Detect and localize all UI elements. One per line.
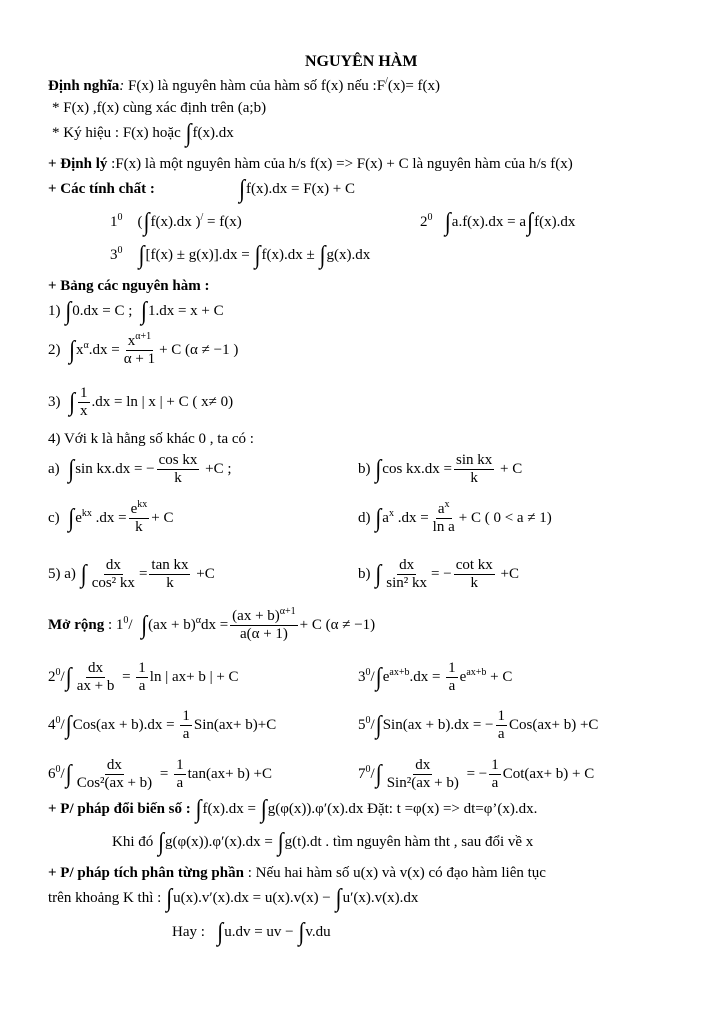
parts-3-pre: Hay :	[172, 924, 205, 940]
integral-sign: ∫	[141, 609, 148, 639]
notation-label: * Ký hiệu : F(x) hoặc	[52, 125, 181, 141]
formula-f-den: sin² kx	[386, 575, 428, 591]
ext-4-index: 4	[48, 716, 56, 733]
ext-1-tail: + C (α ≠ −1)	[299, 616, 376, 633]
formula-d-num: a	[437, 501, 445, 517]
extension-6	[48, 757, 272, 792]
theorem-line	[48, 155, 573, 173]
ext-1-index: : 1	[104, 616, 124, 633]
table-row-1	[48, 296, 224, 325]
ext-5-sup: 0	[365, 714, 371, 726]
ext-4-sup: 0	[55, 714, 61, 726]
row-1-b: 1.dx = x + C	[147, 303, 224, 319]
integral-sign: ∫	[185, 118, 192, 147]
formula-b	[358, 452, 522, 487]
row-2-tail: + C (α ≠ −1 )	[159, 341, 239, 358]
substitution-a: f(x).dx =	[202, 801, 260, 817]
ext-1-den: a(α + 1)	[239, 626, 288, 642]
integral-sign: ∫	[527, 207, 534, 236]
property-3-sup: 0	[117, 245, 123, 256]
formula-f	[358, 557, 519, 592]
property-2-rhs: f(x).dx	[534, 214, 576, 230]
formula-a	[48, 452, 232, 487]
row-3-den: x	[80, 403, 88, 419]
integral-sign: ∫	[65, 758, 72, 788]
integral-sign: ∫	[65, 661, 72, 691]
parts-line-3	[172, 917, 331, 946]
substitution-2-b: g(t).dt . tìm nguyên hàm tht , sau đổi về x	[284, 834, 534, 850]
ext-3-den2: a	[448, 678, 456, 694]
formula-a-index: a)	[48, 460, 60, 477]
integral-sign: ∫	[65, 709, 72, 739]
ext-2-fraction	[75, 660, 117, 695]
integral-sign: ∫	[69, 386, 76, 416]
property-3-num: 3	[110, 247, 118, 263]
ext-1-lhs: (ax + b)	[148, 616, 196, 633]
formula-c-tail: + C	[151, 509, 174, 526]
formula-e-num2: tan kx	[151, 557, 189, 573]
parts-3-a: u.dv = uv −	[224, 924, 298, 940]
formula-d-num-sup: x	[444, 499, 450, 510]
parts-2-b: u′(x).v(x).dx	[342, 890, 419, 906]
ext-3-exp: ax+b	[389, 666, 410, 678]
property-1-paren: (	[137, 214, 143, 230]
parts-text: : Nếu hai hàm số u(x) và v(x) có đạo hàm liên tục	[243, 865, 546, 881]
ext-7-slash: /	[370, 765, 375, 782]
property-1-expr: f(x).dx )	[150, 214, 201, 230]
row-1-a: 0.dx = C ;	[72, 303, 133, 319]
formula-f-fraction-2	[454, 557, 495, 592]
integral-sign: ∫	[319, 240, 326, 269]
integral-sign: ∫	[298, 917, 305, 946]
ext-3-index: 3	[358, 668, 366, 685]
formula-d-fraction	[431, 501, 457, 536]
property-main-expr: f(x).dx = F(x) + C	[246, 181, 356, 197]
row-2-dx: .dx =	[88, 341, 120, 358]
table-label: + Bảng các nguyên hàm :	[48, 278, 210, 294]
row-2-alpha: α	[83, 339, 89, 351]
ext-2-fraction-2	[136, 660, 148, 695]
table-row-4: 4) Với k là hằng số khác 0 , ta có :	[48, 431, 254, 447]
formula-d-tail: + C ( 0 < a ≠ 1)	[458, 509, 552, 526]
ext-1-sup: 0	[123, 614, 129, 626]
ext-3-slash: /	[370, 668, 375, 685]
integral-sign: ∫	[68, 453, 75, 483]
substitution-c: Đặt: t =φ(x) => dt=φ’(x).dx.	[363, 801, 538, 817]
ext-3-sup: 0	[365, 666, 371, 678]
ext-2-num: dx	[88, 660, 104, 676]
formula-e-den2: k	[166, 575, 174, 591]
formula-b-lhs: cos kx.dx =	[382, 460, 452, 477]
ext-5-fraction	[496, 708, 508, 743]
extension-5	[358, 708, 598, 743]
integral-sign: ∫	[217, 917, 224, 946]
property-2	[420, 207, 576, 236]
property-1-prime: /	[200, 212, 204, 223]
ext-4-tail: Sin(ax+ b)+C	[193, 716, 277, 733]
ext-6-num2: 1	[176, 757, 184, 773]
ext-1-num: (ax + b)	[232, 608, 280, 624]
substitution-line-2	[112, 827, 534, 856]
integral-sign: ∫	[375, 709, 382, 739]
parts-line-2	[48, 883, 419, 912]
formula-f-den2: k	[470, 575, 478, 591]
row-1-index: 1)	[48, 303, 61, 319]
formula-f-tail: +C	[496, 565, 520, 582]
row-2-num-sup: α+1	[135, 331, 152, 342]
extension-label: Mở rộng	[48, 616, 105, 633]
extension-7	[358, 757, 594, 792]
integral-sign: ∫	[158, 827, 165, 856]
definition-text: F(x) là nguyên hàm của hàm số f(x) nếu :F	[124, 78, 386, 94]
ext-6-fraction	[75, 757, 154, 792]
properties-label-text: + Các tính chất :	[48, 181, 155, 197]
ext-6-den2: a	[176, 775, 184, 791]
ext-2-tail: ln | ax+ b | + C	[149, 668, 239, 685]
property-3	[110, 240, 371, 269]
table-row-3	[48, 385, 233, 420]
formula-c-sup: kx	[81, 507, 92, 519]
ext-6-fraction-2	[174, 757, 186, 792]
substitution-b: g(φ(x)).φ′(x).dx	[267, 801, 364, 817]
ext-6-tail: tan(ax+ b) +C	[187, 765, 273, 782]
formula-b-tail: + C	[496, 460, 523, 477]
integral-sign: ∫	[254, 240, 261, 269]
formula-e-eq: =	[138, 565, 148, 582]
ext-7-fraction	[385, 757, 461, 792]
ext-2-den: ax + b	[76, 678, 115, 694]
definition-label: Định nghĩa	[48, 78, 120, 94]
ext-4-fraction	[180, 708, 192, 743]
ext-5-tail: Cos(ax+ b) +C	[509, 716, 599, 733]
ext-7-sup: 0	[365, 763, 371, 775]
ext-5-den2: a	[497, 726, 505, 742]
formula-e	[48, 557, 215, 592]
parts-2-pre: trên khoảng K thì :	[48, 890, 162, 906]
formula-e-index: 5) a)	[48, 565, 76, 582]
formula-c-dx: .dx =	[91, 509, 127, 526]
formula-c-fraction	[129, 501, 150, 536]
integral-sign: ∫	[195, 794, 202, 823]
integral-sign: ∫	[375, 661, 382, 691]
ext-7-index: 7	[358, 765, 366, 782]
ext-5-num2: 1	[497, 708, 505, 724]
parts-line	[48, 864, 546, 882]
property-3-mid: f(x).dx ±	[261, 247, 319, 263]
formula-f-num: dx	[399, 557, 415, 573]
integral-sign: ∫	[69, 334, 76, 364]
row-3-index: 3)	[48, 393, 61, 410]
ext-2-sup: 0	[55, 666, 61, 678]
ext-1-num-sup: α+1	[279, 606, 296, 617]
ext-3-dx: .dx =	[409, 668, 445, 685]
theorem-text: :F(x) là một nguyên hàm của h/s f(x) => F(x) + C là nguyên hàm của h/s f(x)	[107, 156, 573, 172]
row-3-tail: .dx = ln | x | + C ( x≠ 0)	[91, 393, 234, 410]
formula-d-a: a	[382, 509, 389, 526]
ext-3-e2: e	[459, 668, 467, 685]
ext-2-index: 2	[48, 668, 56, 685]
property-3-lhs: [f(x) ± g(x)].dx =	[145, 247, 254, 263]
notation-line	[52, 118, 234, 147]
ext-7-num: dx	[415, 757, 431, 773]
property-1	[110, 207, 242, 236]
integral-sign: ∫	[138, 240, 145, 269]
ext-2-den2: a	[138, 678, 146, 694]
formula-d-sup: x	[388, 507, 394, 519]
parts-3-b: v.du	[305, 924, 331, 940]
formula-e-fraction	[90, 557, 137, 592]
table-row-2	[48, 333, 238, 368]
ext-2-num2: 1	[138, 660, 146, 676]
ext-7-eq: = −	[462, 765, 488, 782]
ext-6-num: dx	[106, 757, 122, 773]
formula-e-tail: +C	[192, 565, 215, 582]
ext-3-e: e	[382, 668, 390, 685]
property-1-sup: 0	[117, 212, 123, 223]
formula-a-num: cos kx	[158, 452, 198, 468]
extension-2	[48, 660, 239, 695]
formula-d-dx: .dx =	[393, 509, 429, 526]
integral-sign: ∫	[68, 502, 75, 532]
integral-sign: ∫	[239, 174, 246, 203]
integral-sign: ∫	[143, 207, 150, 236]
substitution-2-a: g(φ(x)).φ′(x).dx =	[165, 834, 277, 850]
integral-sign: ∫	[65, 296, 72, 325]
row-2-fraction	[122, 333, 157, 368]
ext-7-den2: a	[491, 775, 499, 791]
row-3-num: 1	[80, 385, 88, 401]
ext-4-num2: 1	[182, 708, 190, 724]
page-title: NGUYÊN HÀM	[305, 53, 418, 70]
parts-2-a: u(x).v′(x).dx = u(x).v(x) −	[173, 890, 335, 906]
integral-sign: ∫	[277, 827, 284, 856]
ext-3-fraction	[446, 660, 458, 695]
formula-e-fraction-2	[149, 557, 190, 592]
formula-b-fraction	[454, 452, 494, 487]
ext-1-alpha: α	[195, 614, 201, 626]
ext-7-fraction-2	[489, 757, 501, 792]
property-3-rhs: g(x).dx	[326, 247, 371, 263]
integral-sign: ∫	[80, 558, 87, 588]
ext-5-lhs: Sin(ax + b).dx = −	[382, 716, 494, 733]
ext-7-num2: 1	[491, 757, 499, 773]
integral-sign: ∫	[444, 207, 451, 236]
ext-1-dx: dx =	[200, 616, 229, 633]
ext-6-den: Cos²(ax + b)	[76, 775, 153, 791]
property-1-rest: = f(x)	[203, 214, 242, 230]
ext-4-slash: /	[60, 716, 65, 733]
ext-6-index: 6	[48, 765, 56, 782]
formula-a-tail: +C ;	[201, 460, 232, 477]
row-2-x: x	[76, 341, 84, 358]
integral-sign: ∫	[335, 883, 342, 912]
formula-f-index: b)	[358, 565, 371, 582]
ext-6-eq: =	[156, 765, 173, 782]
ext-3-num2: 1	[448, 660, 456, 676]
definition-colon: :	[119, 78, 125, 94]
formula-b-num: sin kx	[456, 452, 493, 468]
ext-7-den: Sin²(ax + b)	[386, 775, 459, 791]
formula-a-lhs: sin kx.dx = −	[75, 460, 155, 477]
extension-4	[48, 708, 276, 743]
formula-c-num-sup: kx	[137, 499, 148, 510]
substitution-line	[48, 794, 538, 823]
ext-1-fraction	[230, 608, 298, 643]
definition-prime: /	[385, 76, 388, 87]
formula-e-den: cos² kx	[91, 575, 135, 591]
row-3-fraction	[78, 385, 90, 420]
property-1-num: 1	[110, 214, 118, 230]
ext-3-exp2: ax+b	[466, 666, 487, 678]
integral-sign: ∫	[375, 502, 382, 532]
definition-line	[48, 77, 440, 95]
formula-f-fraction	[384, 557, 429, 592]
ext-6-sup: 0	[55, 763, 61, 775]
formula-b-index: b)	[358, 460, 371, 477]
ext-6-slash: /	[60, 765, 65, 782]
integral-sign: ∫	[375, 453, 382, 483]
row-2-index: 2)	[48, 341, 61, 358]
ext-3-tail: + C	[486, 668, 513, 685]
formula-c-index: c)	[48, 509, 60, 526]
extension-3	[358, 660, 512, 695]
ext-2-slash: /	[60, 668, 65, 685]
formula-d-den: ln a	[432, 519, 455, 535]
formula-b-den: k	[470, 470, 478, 486]
integral-sign: ∫	[375, 758, 382, 788]
ext-5-index: 5	[358, 716, 366, 733]
property-2-sup: 0	[427, 212, 433, 223]
formula-c-den: k	[135, 519, 143, 535]
ext-5-slash: /	[370, 716, 375, 733]
property-main	[238, 174, 356, 203]
formula-f-eq: = −	[431, 565, 452, 582]
properties-label	[48, 180, 155, 198]
formula-e-num: dx	[105, 557, 121, 573]
ext-7-tail: Cot(ax+ b) + C	[502, 765, 595, 782]
formula-d-index: d)	[358, 509, 371, 526]
notation-expr: f(x).dx	[192, 125, 234, 141]
extension-1	[48, 608, 375, 643]
integral-sign: ∫	[166, 883, 173, 912]
formula-c	[48, 501, 173, 536]
parts-label: + P/ pháp tích phân từng phần	[48, 865, 244, 881]
substitution-label: + P/ pháp đổi biến số :	[48, 801, 191, 817]
definition-text-end: (x)= f(x)	[387, 78, 441, 94]
row-2-num: x	[127, 333, 136, 349]
property-2-lhs: a.f(x).dx = a	[451, 214, 527, 230]
property-2-num: 2	[420, 214, 428, 230]
formula-f-num2: cot kx	[455, 557, 493, 573]
formula-a-fraction	[157, 452, 200, 487]
ext-1-slash: /	[128, 616, 133, 633]
row-2-den: α + 1	[123, 351, 156, 367]
definition-domain: * F(x) ,f(x) cùng xác định trên (a;b)	[52, 100, 267, 116]
ext-2-eq: =	[118, 668, 135, 685]
ext-4-den2: a	[182, 726, 190, 742]
formula-a-den: k	[174, 470, 182, 486]
integral-sign: ∫	[260, 794, 267, 823]
theorem-label: + Định lý	[48, 156, 108, 172]
formula-c-num: e	[130, 501, 138, 517]
ext-4-lhs: Cos(ax + b).dx =	[72, 716, 179, 733]
integral-sign: ∫	[375, 558, 382, 588]
substitution-2-pre: Khi đó	[112, 834, 154, 850]
integral-sign: ∫	[140, 296, 147, 325]
formula-d	[358, 501, 552, 536]
formula-c-e: e	[75, 509, 82, 526]
